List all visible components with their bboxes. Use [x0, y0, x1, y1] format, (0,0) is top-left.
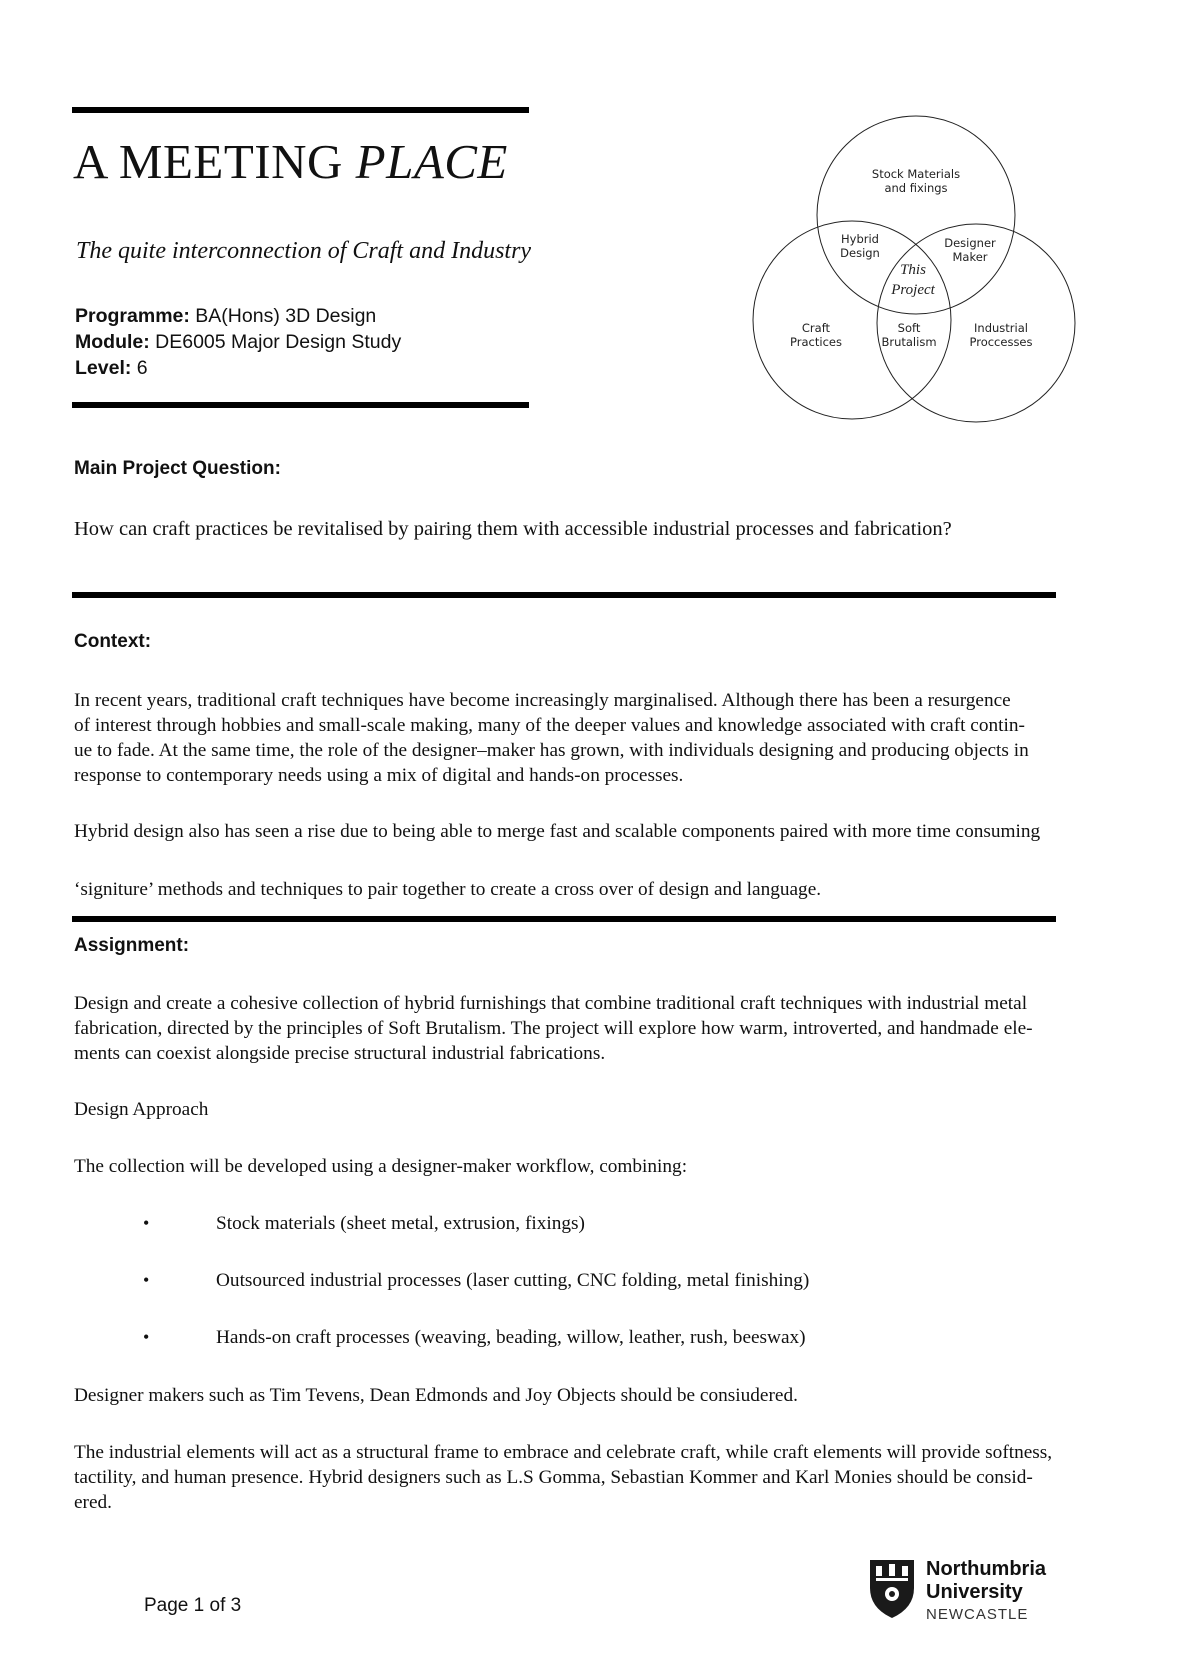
university-crest-icon	[868, 1558, 916, 1620]
venn-label-left-1: Craft	[801, 321, 831, 335]
context-line: In recent years, traditional craft techniques have become increasingly marginalised. Although there has been a resurgence	[74, 690, 1011, 711]
venn-label-top-1: Stock Materials	[871, 167, 961, 181]
venn-diagram	[740, 110, 1080, 430]
context-paragraph-1	[74, 688, 1029, 788]
closing-line: ered.	[74, 1492, 112, 1513]
logo-line-3: NEWCASTLE	[926, 1606, 1029, 1623]
assignment-line: Design and create a cohesive collection of hybrid furnishings that combine traditional craft techniques with industrial metal	[74, 993, 1028, 1014]
title-italic: PLACE	[355, 134, 508, 189]
venn-center-2: Project	[891, 282, 935, 298]
assignment-line: fabrication, directed by the principles of Soft Brutalism. The project will explore how warm, introverted, and handmade ele-	[74, 1018, 1033, 1039]
venn-label-topleft-2: Design	[840, 246, 880, 260]
module-line: Module: DE6005 Major Design Study	[75, 331, 402, 353]
question-text: How can craft practices be revitalised by pairing them with accessible industrial processes and fabrication?	[74, 518, 952, 540]
closing-paragraph	[74, 1440, 1052, 1515]
bullet-item: Outsourced industrial processes (laser cutting, CNC folding, metal finishing)	[216, 1270, 810, 1291]
venn-label-bottom-1: Soft	[897, 321, 921, 335]
venn-label-topright-1: Designer	[944, 236, 996, 250]
closing-line: The industrial elements will act as a structural frame to embrace and celebrate craft, while craft elements will provide softness,	[74, 1442, 1053, 1463]
assignment-heading: Assignment:	[74, 935, 190, 956]
designers-paragraph: Designer makers such as Tim Tevens, Dean Edmonds and Joy Objects should be consiudered.	[74, 1385, 798, 1406]
header-top-rule	[72, 107, 529, 113]
design-approach-title: Design Approach	[74, 1099, 209, 1120]
page-number: Page 1 of 3	[144, 1595, 242, 1616]
venn-label-topleft-1: Hybrid	[841, 232, 879, 246]
venn-label-top-2: and fixings	[884, 181, 948, 195]
question-heading: Main Project Question:	[74, 458, 281, 479]
venn-center-1: This	[900, 262, 926, 278]
bullet-marker: •	[143, 1327, 150, 1347]
university-logo	[868, 1558, 1068, 1628]
question-rule	[72, 592, 1056, 598]
page-subtitle: The quite interconnection of Craft and Industry	[76, 238, 532, 264]
context-paragraph-3: ‘signiture’ methods and techniques to pair together to create a cross over of design and language.	[74, 879, 822, 900]
level-line: Level: 6	[75, 357, 148, 379]
page-title	[73, 133, 508, 190]
bullet-item: Hands-on craft processes (weaving, beading, willow, leather, rush, beeswax)	[216, 1327, 806, 1348]
bullet-marker: •	[143, 1213, 150, 1233]
header-bottom-rule	[72, 402, 529, 408]
venn-label-right-1: Industrial	[974, 321, 1028, 335]
context-rule	[72, 916, 1056, 922]
context-line: ue to fade. At the same time, the role of the designer–maker has grown, with individuals designing and producing objects in	[74, 740, 1029, 761]
closing-line: tactility, and human presence. Hybrid designers such as L.S Gomma, Sebastian Kommer and Karl Monies should be consid-	[74, 1467, 1033, 1488]
programme-line: Programme: BA(Hons) 3D Design	[75, 305, 377, 327]
context-heading: Context:	[74, 631, 152, 652]
bullet-marker: •	[143, 1270, 150, 1290]
venn-label-topright-2: Maker	[952, 250, 988, 264]
assignment-line: ments can coexist alongside precise structural industrial fabrications.	[74, 1043, 606, 1064]
title-main: A MEETING	[73, 134, 343, 189]
venn-label-bottom-2: Brutalism	[881, 335, 937, 349]
context-paragraph-2: Hybrid design also has seen a rise due to being able to merge fast and scalable components paired with more time consuming	[74, 821, 1041, 842]
context-line: response to contemporary needs using a mix of digital and hands-on processes.	[74, 765, 684, 786]
venn-label-right-2: Proccesses	[969, 335, 1033, 349]
context-line: of interest through hobbies and small-scale making, many of the deeper values and knowledge associated with craft contin-	[74, 715, 1025, 736]
course-meta	[75, 303, 401, 381]
assignment-paragraph-1	[74, 991, 1033, 1066]
logo-line-2: University	[926, 1581, 1023, 1603]
design-approach-intro: The collection will be developed using a designer-maker workflow, combining:	[74, 1156, 688, 1177]
venn-label-left-2: Practices	[790, 335, 842, 349]
bullet-item: Stock materials (sheet metal, extrusion, fixings)	[216, 1213, 585, 1234]
logo-line-1: Northumbria	[926, 1558, 1046, 1580]
